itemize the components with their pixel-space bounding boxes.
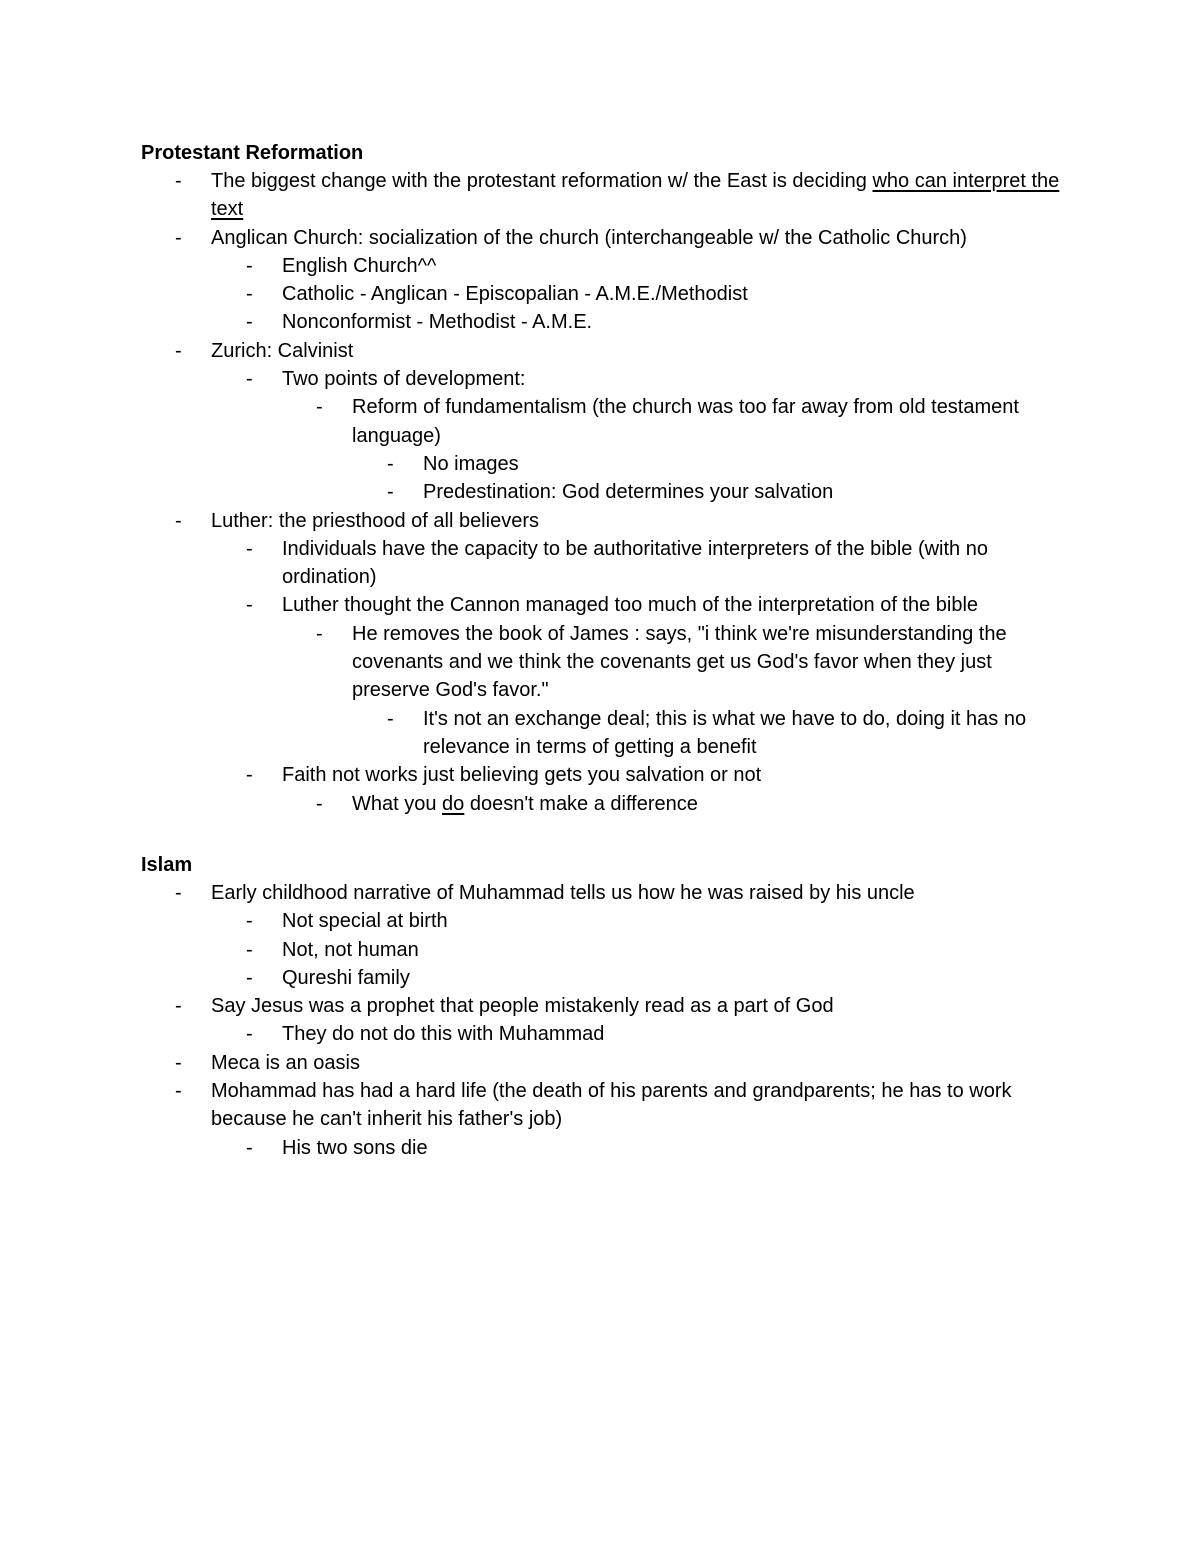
text-run: Individuals have the capacity to be authoritative interpreters of the bible (with no ordination): [282, 537, 988, 589]
text-run: Two points of development:: [282, 368, 526, 391]
text-run: Meca is an oasis: [211, 1051, 360, 1074]
list-item-text: [211, 340, 353, 362]
text-run: Qureshi family: [282, 966, 410, 989]
text-run: The biggest change with the protestant reformation w/ the East is deciding: [211, 170, 873, 192]
underlined-text: who can interpret the text: [211, 170, 1060, 221]
bullet-dash: -: [175, 509, 182, 532]
list-item: [141, 365, 1061, 393]
text-run: Catholic - Anglican - Episcopalian - A.M.E./Methodist: [282, 283, 748, 306]
text-run: He removes the book of James : says, "i think we're misunderstanding the covenants and we think the covenants get us God's favor when they just preserve God's favor.": [352, 622, 1007, 702]
list-item: [141, 761, 1061, 789]
list-item-text: [423, 708, 1026, 758]
list-item-text: [352, 793, 698, 815]
text-run: Predestination: God determines your salvation: [423, 481, 834, 504]
text-run: Mohammad has had a hard life (the death of his parents and grandparents; he has to work because he can't inherit his father's job): [211, 1080, 1012, 1131]
text-run: Zurich: Calvinist: [211, 339, 354, 362]
bullet-dash: -: [175, 1080, 182, 1103]
list-item-text: [352, 623, 1007, 702]
text-run: Anglican Church: socialization of the church (interchangeable w/ the Catholic Church): [211, 226, 967, 249]
list-item-text: [282, 1023, 604, 1045]
list-item-text: [282, 255, 436, 277]
list-item-text: [282, 910, 448, 932]
list-item-text: [282, 967, 410, 989]
list-item-text: [282, 939, 419, 961]
list-item-text: [211, 510, 539, 532]
section-heading: Protestant Reformation: [141, 142, 364, 164]
bullet-dash: -: [316, 792, 323, 815]
bullet-dash: -: [387, 481, 394, 504]
list-item-text: [211, 1080, 1012, 1130]
bullet-dash: -: [175, 882, 182, 904]
bullet-dash: -: [316, 622, 323, 645]
list-item: [141, 167, 1061, 224]
list-item: [141, 879, 1061, 907]
text-run: Reform of fundamentalism (the church was too far away from old testament language): [352, 396, 1019, 447]
bullet-dash: -: [175, 995, 182, 1018]
list-item: [141, 1020, 1061, 1048]
bullet-dash: -: [246, 764, 253, 787]
bullet-dash: -: [175, 226, 182, 249]
bullet-dash: -: [387, 707, 394, 730]
bullet-dash: -: [246, 594, 253, 617]
bullet-dash: -: [316, 396, 323, 419]
list-item: [141, 936, 1061, 964]
bullet-dash: -: [246, 311, 253, 334]
bullet-list: [141, 879, 1061, 1162]
list-item: [141, 308, 1061, 336]
list-item-text: [211, 227, 967, 249]
text-run: Nonconformist - Methodist - A.M.E.: [282, 311, 593, 334]
bullet-dash: -: [175, 1051, 182, 1074]
bullet-list: [141, 167, 1061, 818]
list-item-text: [423, 453, 519, 475]
list-item-text: [211, 882, 915, 904]
bullet-dash: -: [246, 1136, 253, 1159]
list-item-text: [211, 1052, 360, 1074]
list-item-text: [352, 396, 1019, 446]
bullet-dash: -: [175, 339, 182, 362]
list-item-text: [282, 764, 761, 786]
list-item-text: [282, 594, 978, 616]
bullet-dash: -: [246, 910, 253, 933]
text-run: His two sons die: [282, 1136, 428, 1159]
list-item: [141, 224, 1061, 252]
bullet-dash: -: [387, 452, 394, 475]
text-run: Not special at birth: [282, 910, 448, 933]
bullet-dash: -: [246, 283, 253, 306]
section-heading: Islam: [141, 854, 193, 876]
text-run: Luther: the priesthood of all believers: [211, 509, 539, 532]
text-run: Say Jesus was a prophet that people mistakenly read as a part of God: [211, 995, 834, 1018]
list-item-text: [282, 311, 592, 333]
list-item: [141, 790, 1061, 818]
list-item: [141, 535, 1061, 592]
text-run: It's not an exchange deal; this is what we have to do, doing it has no relevance in terms of getting a benefit: [423, 707, 1027, 758]
list-item-text: [282, 283, 748, 305]
text-run: Luther thought the Cannon managed too much of the interpretation of the bible: [282, 594, 979, 617]
bullet-dash: -: [246, 966, 253, 989]
list-item: [141, 1077, 1061, 1134]
bullet-dash: -: [175, 170, 182, 192]
list-item: [141, 280, 1061, 308]
list-item-text: [423, 481, 833, 503]
section-islam: [141, 851, 1061, 1162]
bullet-dash: -: [246, 1023, 253, 1046]
list-item: [141, 992, 1061, 1020]
list-item: [141, 907, 1061, 935]
list-item-text: [211, 170, 1059, 220]
list-item: [141, 620, 1061, 705]
text-run: Faith not works just believing gets you salvation or not: [282, 764, 762, 787]
list-item-text: [211, 995, 834, 1017]
list-item-text: [282, 538, 988, 588]
list-item-text: [282, 1137, 428, 1159]
bullet-dash: -: [246, 254, 253, 277]
list-item: [141, 1049, 1061, 1077]
list-item: [141, 507, 1061, 535]
list-item: [141, 705, 1061, 762]
list-item: [141, 478, 1061, 506]
text-run: doesn't make a difference: [464, 792, 698, 815]
underlined-text: do: [442, 792, 465, 815]
text-run: No images: [423, 452, 519, 475]
bullet-dash: -: [246, 938, 253, 961]
list-item: [141, 337, 1061, 365]
text-run: Not, not human: [282, 938, 419, 961]
text-run: Early childhood narrative of Muhammad tells us how he was raised by his uncle: [211, 882, 915, 904]
list-item: [141, 591, 1061, 619]
bullet-dash: -: [246, 537, 253, 560]
list-item-text: [282, 368, 525, 390]
list-item: [141, 252, 1061, 280]
list-item: [141, 393, 1061, 450]
text-run: English Church^^: [282, 254, 437, 277]
list-item: [141, 450, 1061, 478]
list-item: [141, 1134, 1061, 1162]
text-run: What you: [352, 792, 443, 815]
text-run: They do not do this with Muhammad: [282, 1023, 605, 1046]
list-item: [141, 964, 1061, 992]
bullet-dash: -: [246, 368, 253, 391]
section-protestant-reformation: [141, 139, 1061, 818]
